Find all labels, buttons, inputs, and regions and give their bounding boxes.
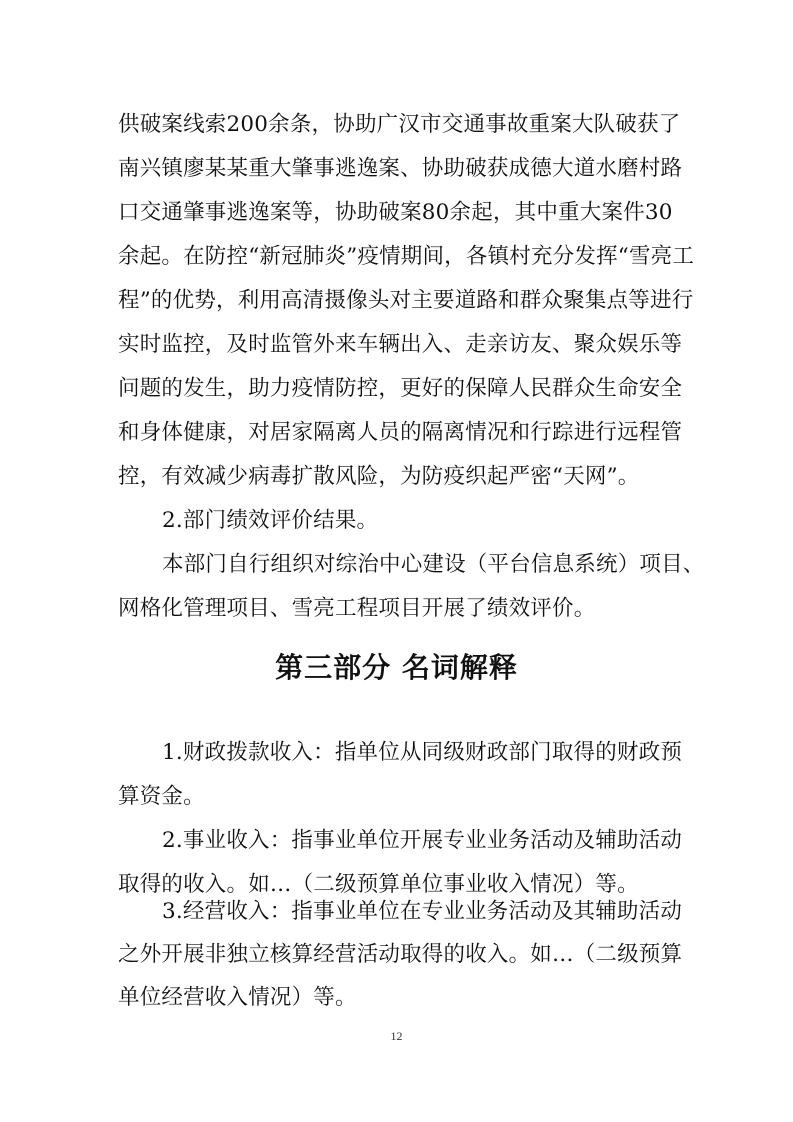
body-line-4: 余起。在防控“新冠肺炎”疫情期间，各镇村充分发挥“雪亮工 xyxy=(118,244,695,269)
definition-2-line-1: 2.事业收入：指事业单位开展专业业务活动及辅助活动 xyxy=(162,828,683,853)
body-line-6: 实时监控，及时监管外来车辆出入、走亲访友、聚众娱乐等 xyxy=(118,332,683,357)
body-line-8: 和身体健康，对居家隔离人员的隔离情况和行踪进行远程管 xyxy=(118,420,683,445)
body-line-2: 南兴镇廖某某重大肇事逃逸案、协助破获成德大道水磨村路 xyxy=(118,156,683,181)
section-heading: 第三部分 名词解释 xyxy=(275,651,518,684)
body-line-3: 口交通肇事逃逸案等，协助破案80余起，其中重大案件30 xyxy=(118,200,673,225)
definition-2-line-2: 取得的收入。如…（二级预算单位事业收入情况）等。 xyxy=(118,872,639,897)
subsection-title: 2.部门绩效评价结果。 xyxy=(162,508,379,533)
definition-1-line-1: 1.财政拨款收入：指单位从同级财政部门取得的财政预 xyxy=(162,740,683,765)
page-number: 12 xyxy=(390,1029,403,1043)
definition-3-line-1: 3.经营收入：指事业单位在专业业务活动及其辅助活动 xyxy=(162,899,683,924)
body-line-7: 问题的发生，助力疫情防控，更好的保障人民群众生命安全 xyxy=(118,376,683,401)
definition-1-line-2: 算资金。 xyxy=(118,784,205,809)
evaluation-line-2: 网格化管理项目、雪亮工程项目开展了绩效评价。 xyxy=(118,596,596,621)
body-line-9: 控，有效减少病毒扩散风险，为防疫织起严密“天网”。 xyxy=(118,464,640,489)
body-line-1: 供破案线索200余条，协助广汉市交通事故重案大队破获了 xyxy=(118,112,681,137)
evaluation-line-1: 本部门自行组织对综治中心建设（平台信息系统）项目、 xyxy=(162,552,705,577)
definition-3-line-3: 单位经营收入情况）等。 xyxy=(118,985,357,1010)
body-line-5: 程”的优势，利用高清摄像头对主要道路和群众聚集点等进行 xyxy=(118,288,694,313)
definition-3-line-2: 之外开展非独立核算经营活动取得的收入。如…（二级预算 xyxy=(118,942,683,967)
